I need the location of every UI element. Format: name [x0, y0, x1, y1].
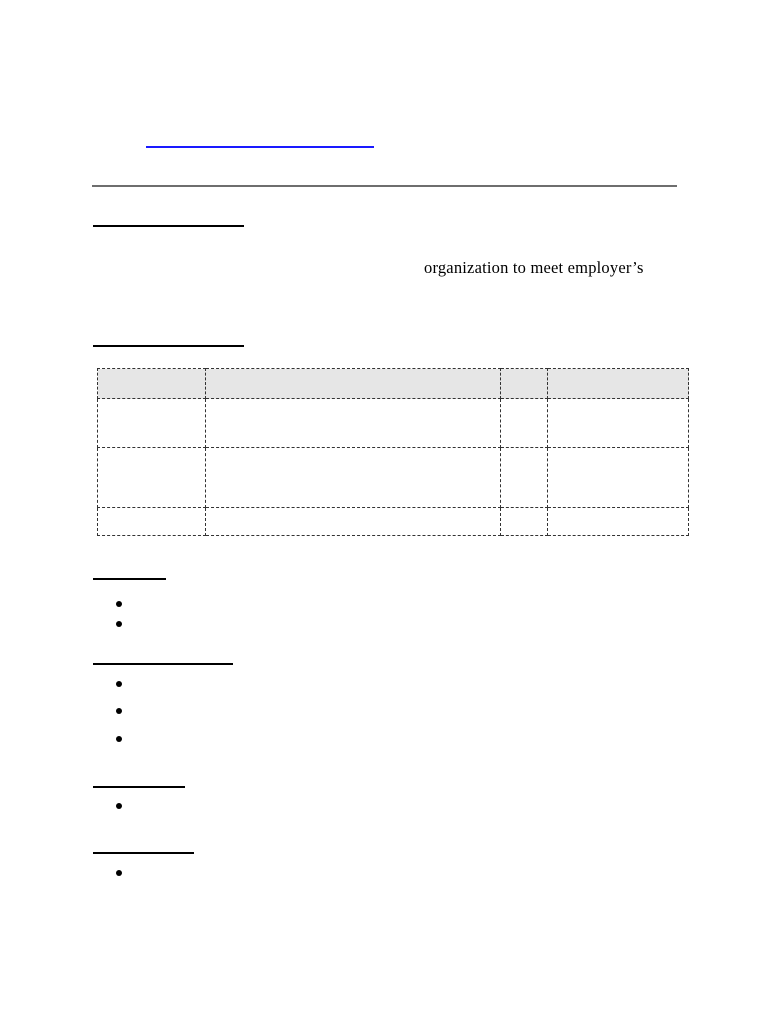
- list-item: [92, 674, 652, 701]
- table-row: [98, 448, 689, 508]
- table-header-cell: [206, 369, 501, 399]
- table-cell: [501, 448, 548, 508]
- table-cell: [548, 448, 689, 508]
- list-item: [92, 729, 652, 749]
- table-cell: [98, 399, 206, 448]
- table-cell: [501, 508, 548, 536]
- table-header-cell: [501, 369, 548, 399]
- references-heading: [93, 834, 194, 854]
- objective-heading: [93, 207, 244, 227]
- education-table: [97, 368, 689, 536]
- email-link[interactable]: [146, 130, 374, 148]
- bullet-icon: [116, 870, 122, 876]
- table-cell: [98, 448, 206, 508]
- header-divider: [92, 185, 677, 187]
- bullet-icon: [116, 601, 122, 607]
- list-item: [92, 863, 652, 883]
- table-cell: [501, 399, 548, 448]
- list-item: [92, 796, 652, 816]
- achievements-list: [92, 674, 652, 749]
- bullet-icon: [116, 736, 122, 742]
- list-item: [92, 701, 652, 729]
- bullet-icon: [116, 621, 122, 627]
- table-cell: [206, 508, 501, 536]
- hobbies-list: [92, 796, 652, 816]
- table-header-row: [98, 369, 689, 399]
- table-cell: [548, 399, 689, 448]
- achievements-heading: [93, 645, 233, 665]
- table-cell: [548, 508, 689, 536]
- list-item: [92, 594, 652, 614]
- bullet-icon: [116, 803, 122, 809]
- table-cell: [206, 399, 501, 448]
- table-header-cell: [98, 369, 206, 399]
- table-cell: [98, 508, 206, 536]
- skills-heading: [93, 560, 166, 580]
- table-row: [98, 508, 689, 536]
- table-row: [98, 399, 689, 448]
- bullet-icon: [116, 681, 122, 687]
- list-item: [92, 614, 652, 634]
- skills-list: [92, 594, 652, 634]
- objective-text: organization to meet employer’s: [424, 258, 644, 277]
- table-header-cell: [548, 369, 689, 399]
- table-cell: [206, 448, 501, 508]
- education-heading: [93, 327, 244, 347]
- bullet-icon: [116, 708, 122, 714]
- hobbies-heading: [93, 768, 185, 788]
- references-list: [92, 863, 652, 883]
